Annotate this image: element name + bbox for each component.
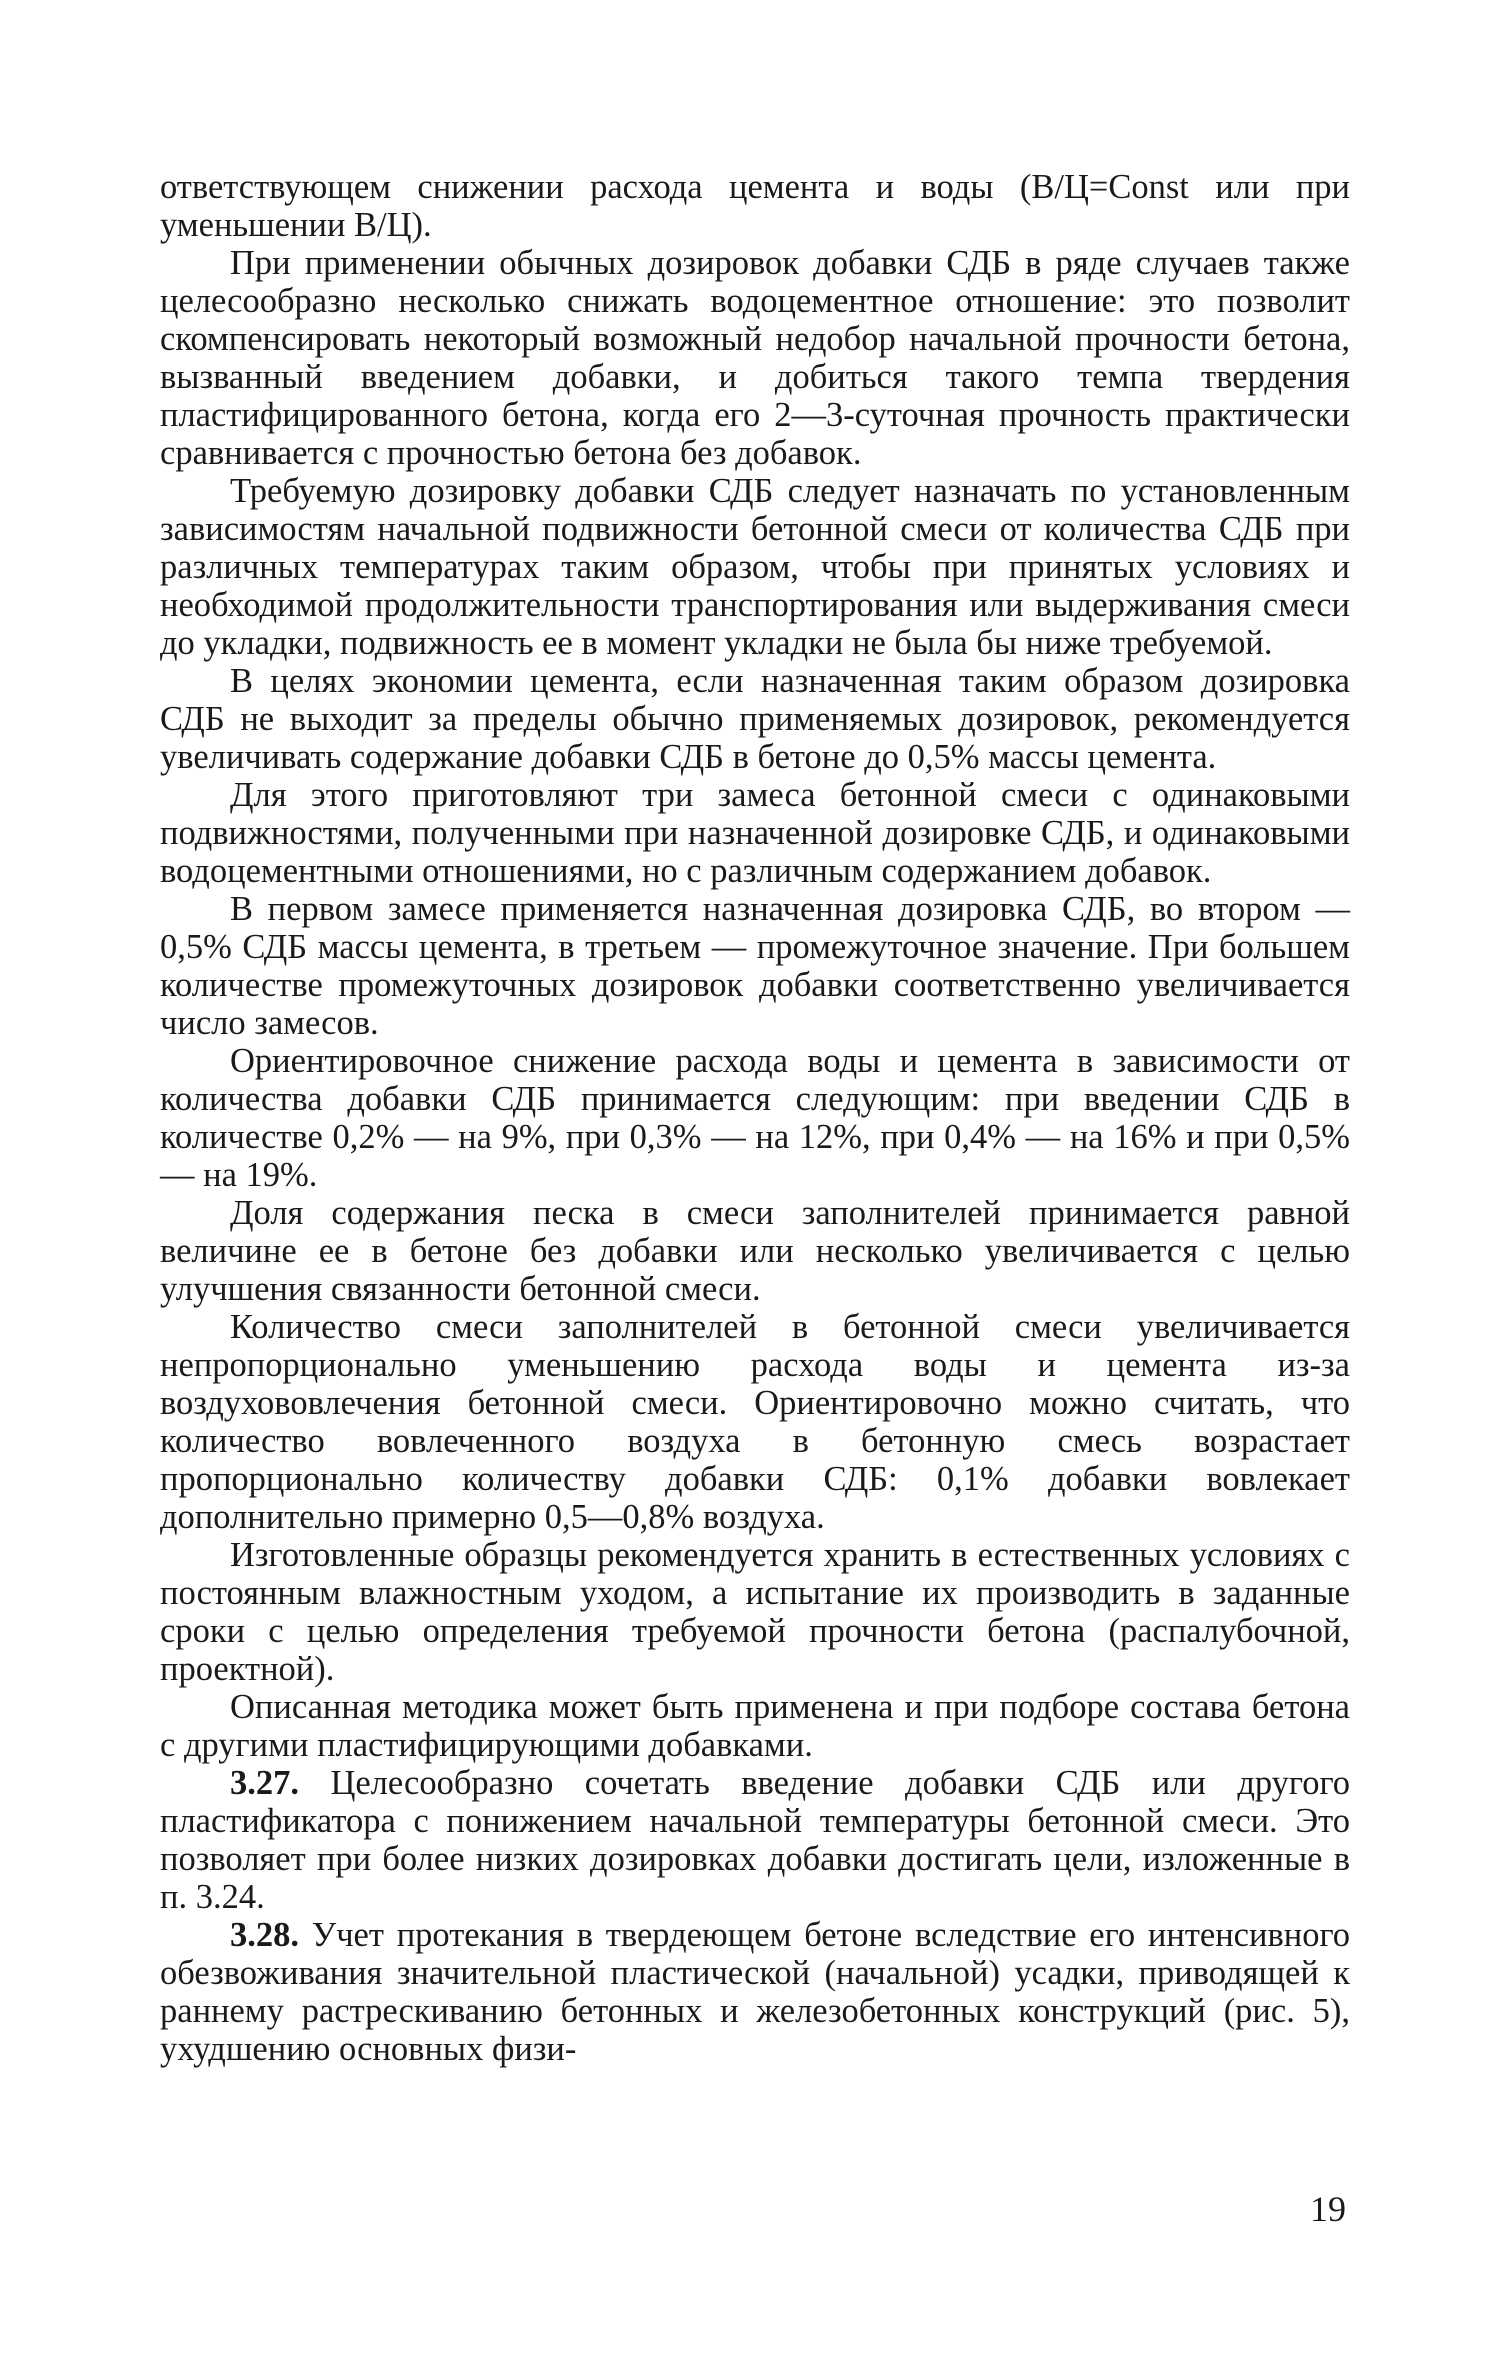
paragraph-continuation: ответствующем снижении расхода цемента и воды (В/Ц=Const или при уменьшении В/Ц). bbox=[160, 168, 1350, 244]
paragraph: Описанная методика может быть применена и при подборе состава бетона с другими пластифицирующими добавками. bbox=[160, 1688, 1350, 1764]
section-number: 3.28. bbox=[230, 1916, 299, 1954]
paragraph: Изготовленные образцы рекомендуется хранить в естественных условиях с постоянным влажностным уходом, а испытание их производить в заданные сроки с целью определения требуемой прочности бетона (распалубочной, проектной). bbox=[160, 1536, 1350, 1688]
paragraph: Требуемую дозировку добавки СДБ следует назначать по установленным зависимостям начальной подвижности бетонной смеси от количества СДБ при различных температурах таким образом, чтобы при принятых условиях и необходимой продолжительности транспортирования или выдерживания смеси до укладки, подвижность ее в момент укладки не была бы ниже требуемой. bbox=[160, 472, 1350, 662]
paragraph: Ориентировочное снижение расхода воды и цемента в зависимости от количества добавки СДБ принимается следующим: при введении СДБ в количестве 0,2% — на 9%, при 0,3% — на 12%, при 0,4% — на 16% и при 0,5% — на 19%. bbox=[160, 1042, 1350, 1194]
section-text: Целесообразно сочетать введение добавки СДБ или другого пластификатора с понижением начальной температуры бетонной смеси. Это позволяет при более низких дозировках добавки достигать цели, изложенные в п. 3.24. bbox=[160, 1764, 1350, 1916]
section-3-28 bbox=[160, 1916, 1350, 2068]
page-body bbox=[160, 168, 1350, 2068]
paragraph: Для этого приготовляют три замеса бетонной смеси с одинаковыми подвижностями, полученными при назначенной дозировке СДБ, и одинаковыми водоцементными отношениями, но с различным содержанием добавок. bbox=[160, 776, 1350, 890]
paragraph: В первом замесе применяется назначенная дозировка СДБ, во втором — 0,5% СДБ массы цемента, в третьем — промежуточное значение. При большем количестве промежуточных дозировок добавки соответственно увеличивается число замесов. bbox=[160, 890, 1350, 1042]
page-number: 19 bbox=[1310, 2189, 1346, 2229]
paragraph: Доля содержания песка в смеси заполнителей принимается равной величине ее в бетоне без добавки или несколько увеличивается с целью улучшения связанности бетонной смеси. bbox=[160, 1194, 1350, 1308]
section-3-27 bbox=[160, 1764, 1350, 1916]
section-number: 3.27. bbox=[230, 1764, 299, 1802]
paragraph: В целях экономии цемента, если назначенная таким образом дозировка СДБ не выходит за пределы обычно применяемых дозировок, рекомендуется увеличивать содержание добавки СДБ в бетоне до 0,5% массы цемента. bbox=[160, 662, 1350, 776]
paragraph: При применении обычных дозировок добавки СДБ в ряде случаев также целесообразно несколько снижать водоцементное отношение: это позволит скомпенсировать некоторый возможный недобор начальной прочности бетона, вызванный введением добавки, и добиться такого темпа твердения пластифицированного бетона, когда его 2—3-суточная прочность практически сравнивается с прочностью бетона без добавок. bbox=[160, 244, 1350, 472]
section-text: Учет протекания в твердеющем бетоне вследствие его интенсивного обезвоживания значительной пластической (начальной) усадки, приводящей к раннему растрескиванию бетонных и железобетонных конструкций (рис. 5), ухудшению основных физи- bbox=[160, 1916, 1350, 2068]
paragraph: Количество смеси заполнителей в бетонной смеси увеличивается непропорционально уменьшению расхода воды и цемента из-за воздухововлечения бетонной смеси. Ориентировочно можно считать, что количество вовлеченного воздуха в бетонную смесь возрастает пропорционально количеству добавки СДБ: 0,1% добавки вовлекает дополнительно примерно 0,5—0,8% воздуха. bbox=[160, 1308, 1350, 1536]
